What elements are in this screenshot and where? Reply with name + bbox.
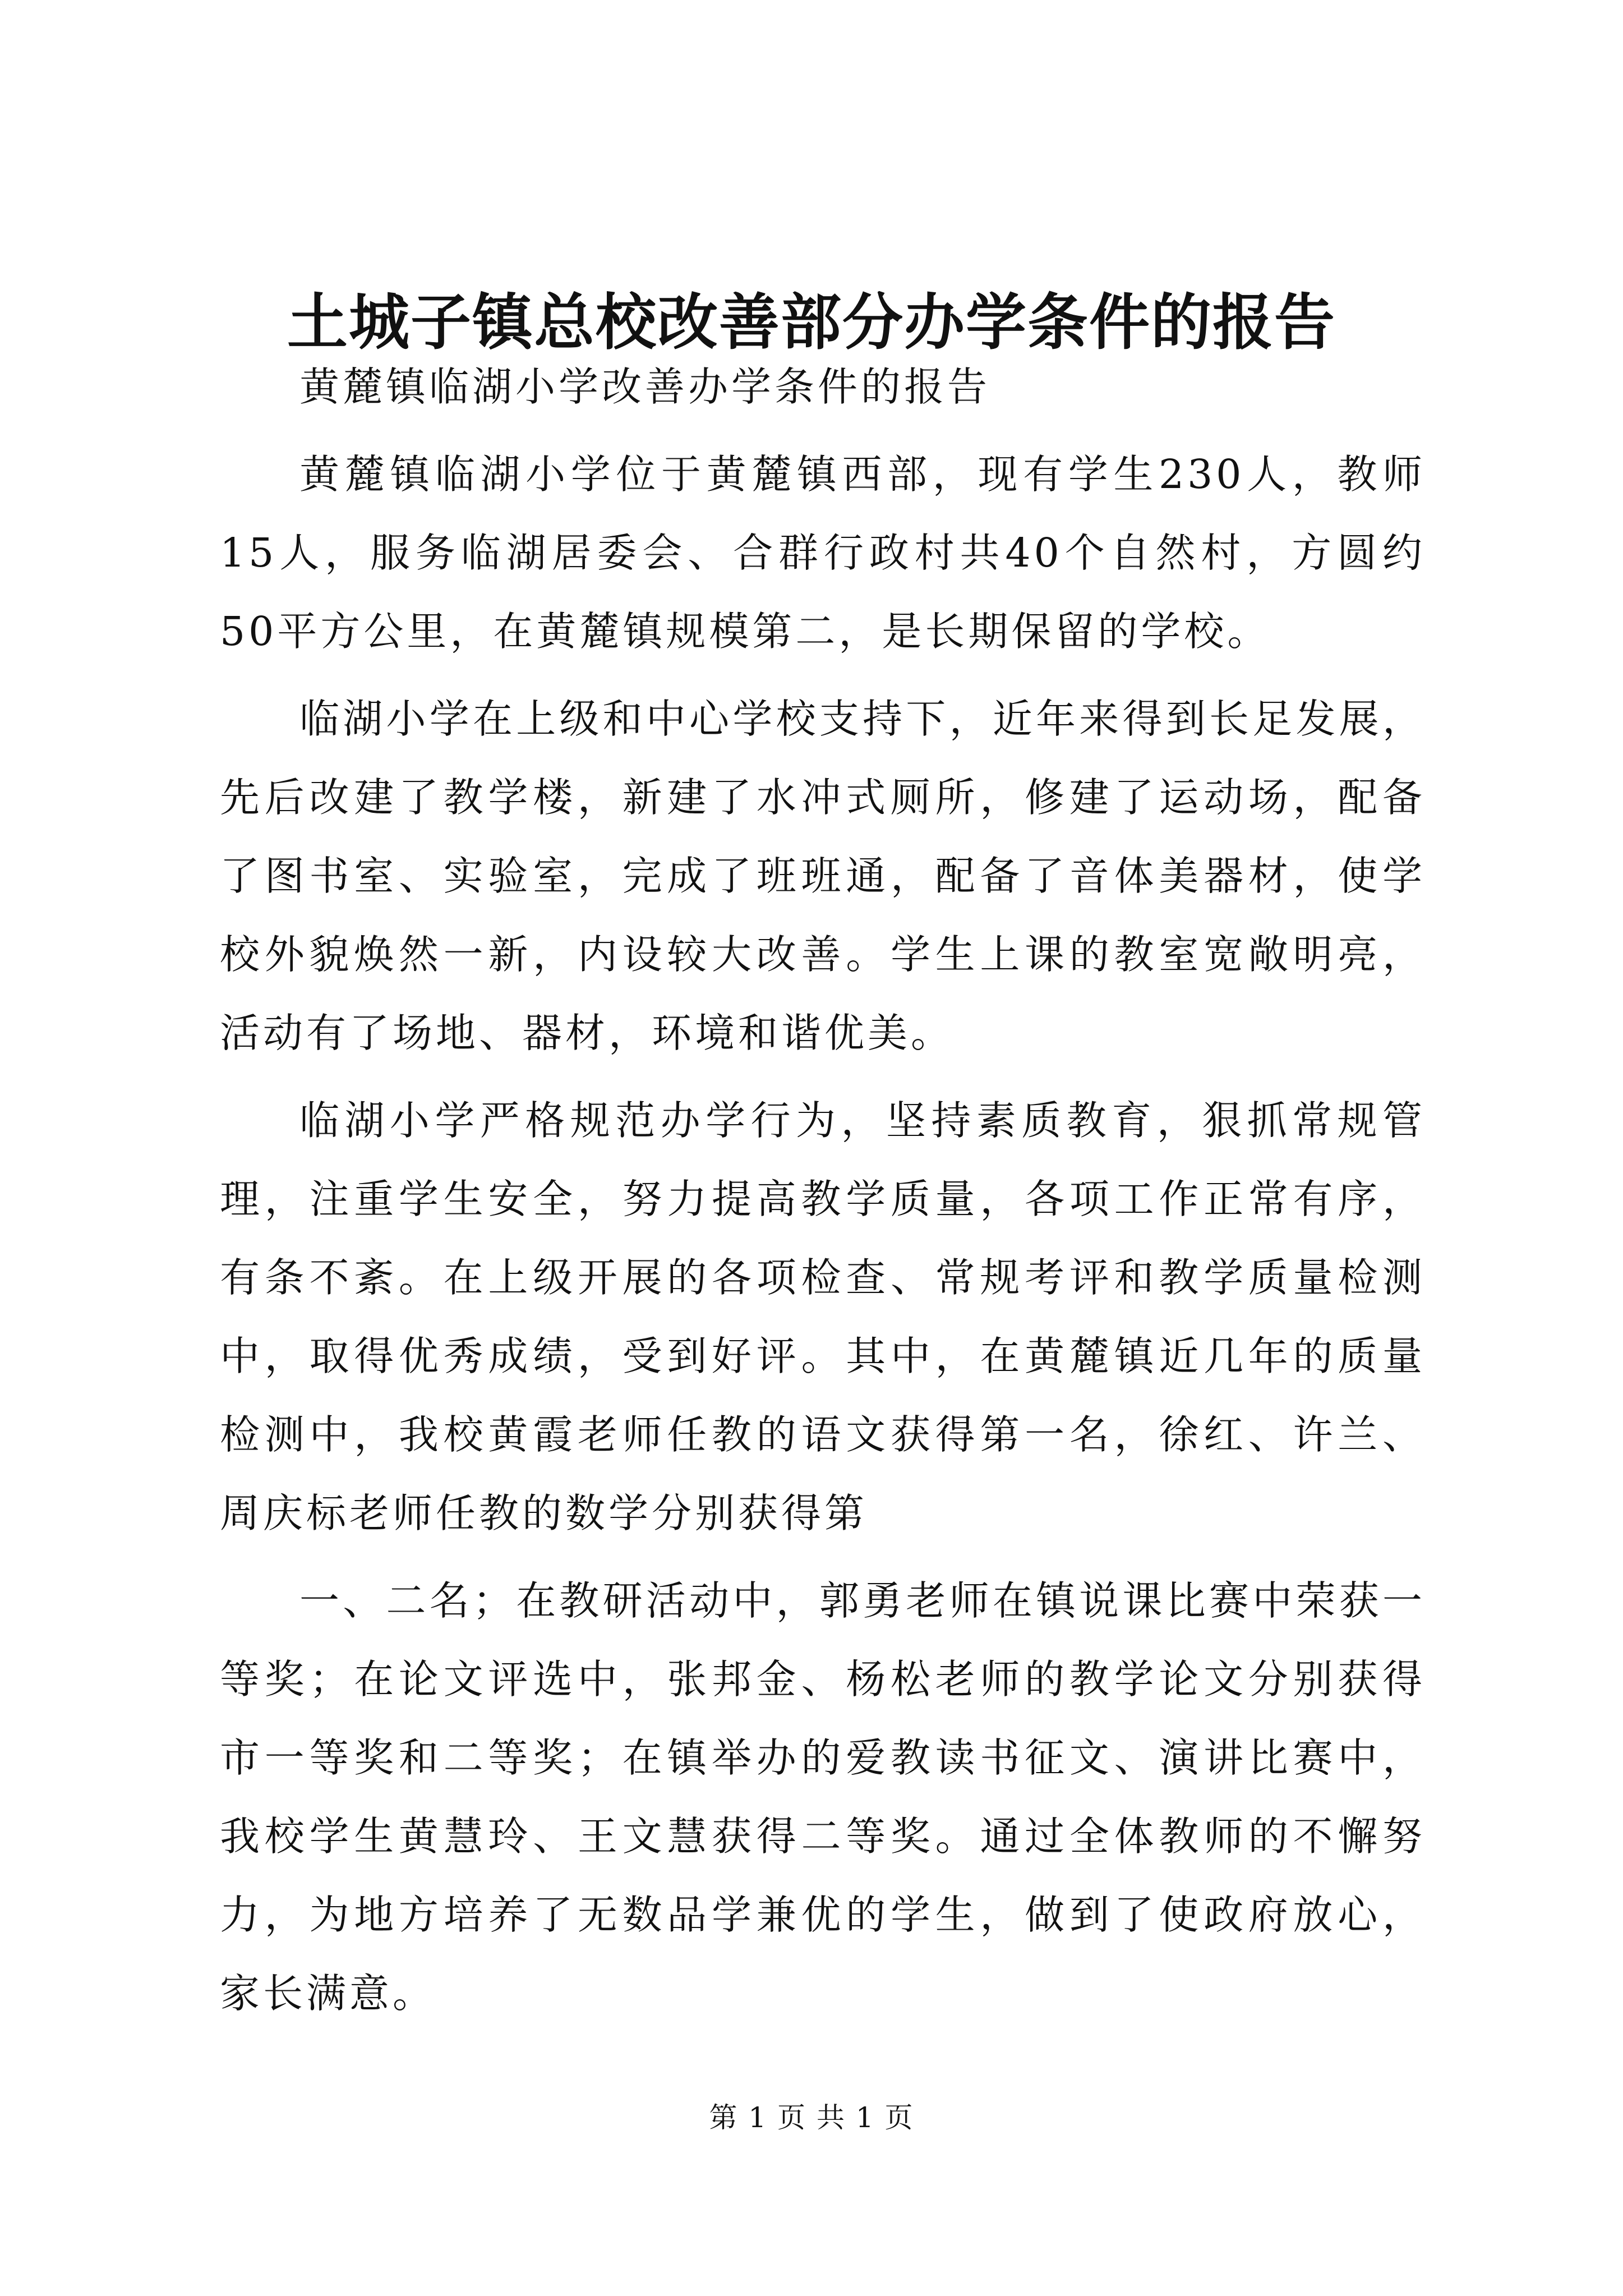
paragraph-facility-improvements: 临湖小学在上级和中心学校支持下，近年来得到长足发展，先后改建了教学楼，新建了水冲式厕所，修建了运动场，配备了图书室、实验室，完成了班班通，配备了音体美器材，使学校外貌焕然一新，内设较大改善。学生上课的教室宽敞明亮，活动有了场地、器材，环境和谐优美。	[220, 696, 1426, 1056]
document-body	[220, 348, 1426, 2042]
document-title: 土城子镇总校改善部分办学条件的报告	[287, 287, 1336, 358]
paragraph-school-management: 临湖小学严格规范办学行为，坚持素质教育，狠抓常规管理，注重学生安全，努力提高教学质量，各项工作正常有序，有条不紊。在上级开展的各项检查、常规考评和教学质量检测中，取得优秀成绩，受到好评。其中，在黄麓镇近几年的质量检测中，我校黄霞老师任教的语文获得第一名，徐红、许兰、周庆标老师任教的数学分别获得第	[220, 1097, 1426, 1536]
paragraph-subtitle: 黄麓镇临湖小学改善办学条件的报告	[299, 364, 991, 410]
page-footer: 第 1 页 共 1 页	[709, 2101, 914, 2134]
paragraph-school-overview: 黄麓镇临湖小学位于黄麓镇西部，现有学生230人，教师15人，服务临湖居委会、合群行政村共40个自然村，方圆约50平方公里，在黄麓镇规模第二，是长期保留的学校。	[220, 451, 1426, 655]
paragraph-achievements: 一、二名；在教研活动中，郭勇老师在镇说课比赛中荣获一等奖；在论文评选中，张邦金、杨松老师的教学论文分别获得市一等奖和二等奖；在镇举办的爱教读书征文、演讲比赛中，我校学生黄慧玲、王文慧获得二等奖。通过全体教师的不懈努力，为地方培养了无数品学兼优的学生，做到了使政府放心，家长满意。	[220, 1577, 1426, 2017]
